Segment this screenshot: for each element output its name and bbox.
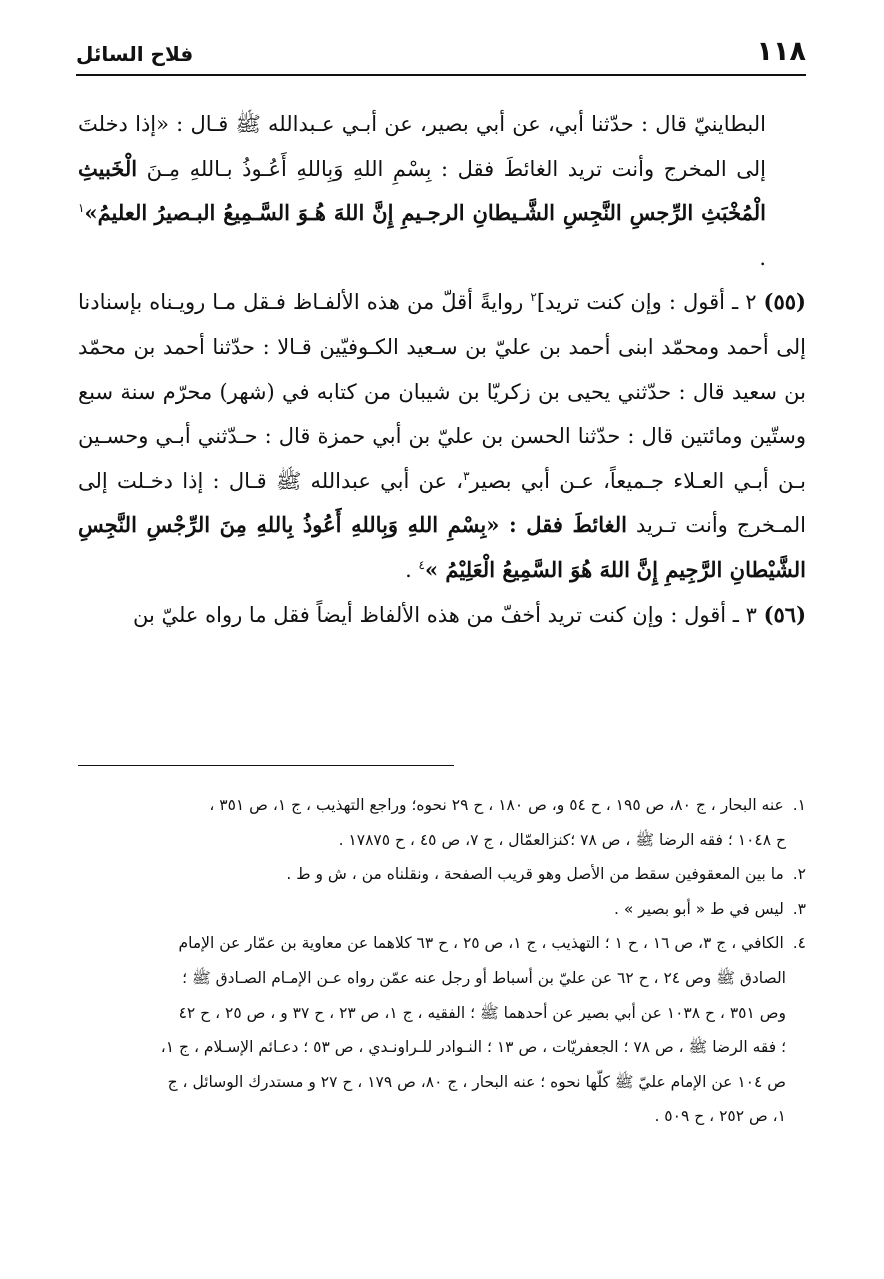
paragraph-number-55: (٥٥) — [763, 289, 806, 315]
footnote-number: ٣. — [792, 899, 806, 918]
footnote-line: عنه البحار ، ج ٨٠، ص ١٩٥ ، ح ٥٤ و، ص ١٨٠ ، ح ٢٩ نحوه؛ وراجع التهذيب ، ج ١، ص ٣٥١ ، — [209, 796, 784, 814]
text-line: ، عن أبي عبدالله ﷺ قـال : إذا دخـلت إلى المـخرج وأنت تـريد — [78, 468, 806, 538]
page-header — [76, 36, 806, 76]
footnote-number: ٤. — [792, 934, 806, 953]
footnote-4-continued — [78, 1099, 806, 1134]
quote-line: العليمُ» — [84, 200, 148, 226]
footnote-4 — [78, 926, 806, 961]
footnote-mark-1: ١ — [78, 201, 85, 216]
footnote-separator — [78, 765, 454, 766]
text-line: البطاينيّ قال : حدّثنا أبي، عن أبي بصير، عن أبـي عـبدالله ﷺ قـال : «إذا — [135, 112, 766, 136]
footnote-mark-4: ٤ — [418, 557, 425, 572]
text-line: ٢ ـ أقول : وإن كنت تريد] — [536, 290, 764, 315]
footnote-2 — [78, 857, 806, 892]
footnote-mark-2: ٢ — [530, 290, 537, 305]
footnote-number: ٢. — [792, 865, 806, 884]
text-line: بن أبي حمزة قال : حـدّثني أبـي وحسـين بـن أبـي العـلاء جـميعاً، عـن — [78, 424, 806, 493]
end-dot: . — [405, 557, 419, 582]
text-line: حدّثنا أحمد بن محمّد بن سعيد قال : حدّثني يحيى بن زكريّا بن شيبان من — [78, 334, 806, 404]
footnote-line: ليس في ط « أبو بصير » . — [613, 899, 784, 918]
footnote-1 — [78, 788, 806, 823]
footnote-line: ح ١٠٤٨ ؛ فقه الرضا ﷺ ، ص ٧٨ ؛كنزالعمّال ، ج ٧، ص ٤٥ ، ح ١٧٨٧٥ . — [338, 830, 786, 849]
footnote-4-continued — [78, 1030, 806, 1065]
text-line: روايةً أقلّ من هذه الألفـاظ فـقل مـا رويـناه — [149, 290, 531, 315]
text-line: ٣ ـ أقول : وإن كنت تريد أخفّ من هذه الألفاظ أيضاً فقل ما رواه عليّ بن — [132, 602, 764, 627]
paragraph-number-56: (٥٦) — [763, 601, 806, 627]
paragraph-continued — [78, 102, 806, 280]
text-line: كتابه في (شهر) محرّم سنة سبع وستّين ومائتين قال : حدّثنا الحسن بن عليّ — [78, 379, 806, 449]
footnote-line: الصادق ﷺ وص ٢٤ ، ح ٦٢ عن عليّ بن أسباط أو رجل عنه عمّن رواه عـن الإمـام الصـادق ﷺ ؛ — [182, 968, 786, 987]
quote-line: الْخَبيثِ الْمُخْبَثِ الرِّجسِ النَّجِسِ الشَّـيطانِ الرجـيمِ إِنَّ اللهَ هُـوَ السَّـمِيعُ البـصيرُ — [78, 155, 766, 226]
footnote-line: ص ١٠٤ عن الإمام عليّ ﷺ كلّها نحوه ؛ عنه البحار ، ج ٨٠، ص ١٧٩ ، ح ٢٧ و مستدرك الوسائل ، ج — [167, 1072, 786, 1091]
footnote-line: وص ٣٥١ ، ح ١٠٣٨ عن أبي بصير عن أحدهما ﷺ ؛ الفقيه ، ج ١، ص ٢٣ ، ح ٣٧ و ، ص ٢٥ ، ح ٤٢ — [178, 1003, 786, 1022]
footnote-mark-3: ٣ — [463, 468, 470, 483]
footnote-line: ما بين المعقوفين سقط من الأصل وهو قريب الصفحة ، ونقلناه من ، ش و ط . — [286, 865, 784, 884]
footnotes — [78, 788, 806, 1134]
page-number: ١١٨ — [756, 36, 806, 67]
text-line: أبي بصير — [469, 468, 550, 493]
paragraph-55 — [78, 280, 806, 592]
main-text — [78, 102, 806, 637]
footnote-line: الكافي ، ج ٣، ص ١٦ ، ح ١ ؛ التهذيب ، ج ١، ص ٢٥ ، ح ٦٣ كلاهما عن معاوية بن عمّار عن الإمام — [178, 934, 784, 953]
footnote-4-continued — [78, 961, 806, 996]
quote-line: الغائطَ فقل : «بِسْمِ اللهِ وَبِاللهِ أَعُوذُ بِاللهِ مِنَ الرِّجْسِ النَّجِسِ الشَّيْطانِ الرَّجِيمِ إِنَّ — [78, 512, 806, 582]
text-line: دخلتَ إلى المخرج وأنت تريد الغائطَ فقل : بِسْمِ اللهِ وَبِاللهِ أَعُـوذُ بـاللهِ مِـنَ — [78, 112, 766, 181]
footnote-line: ١، ص ٢٥٢ ، ح ٥٠٩ . — [654, 1107, 786, 1126]
footnote-3 — [78, 892, 806, 927]
footnote-1-continued — [78, 823, 806, 858]
footnote-number: ١. — [792, 796, 806, 814]
footnote-4-continued — [78, 996, 806, 1031]
text-line: بإسنادنا إلى أحمد ومحمّد ابنى أحمد بن عليّ بن سـعيد الكـوفيّين قـالا : — [78, 290, 806, 359]
running-title: فلاح السائل — [76, 42, 194, 66]
footnote-4-continued — [78, 1065, 806, 1100]
paragraph-56 — [78, 593, 806, 638]
footnote-line: ؛ فقه الرضا ﷺ ، ص ٧٨ ؛ الجعفريّات ، ص ١٣ ؛ النـوادر للـراونـدي ، ص ٥٣ ؛ دعـائم الإسـلام ، ج ١، — [160, 1038, 786, 1057]
quote-line: اللهَ هُوَ السَّمِيعُ الْعَلِيْمُ » — [424, 556, 630, 582]
end-dot: . — [759, 245, 766, 270]
